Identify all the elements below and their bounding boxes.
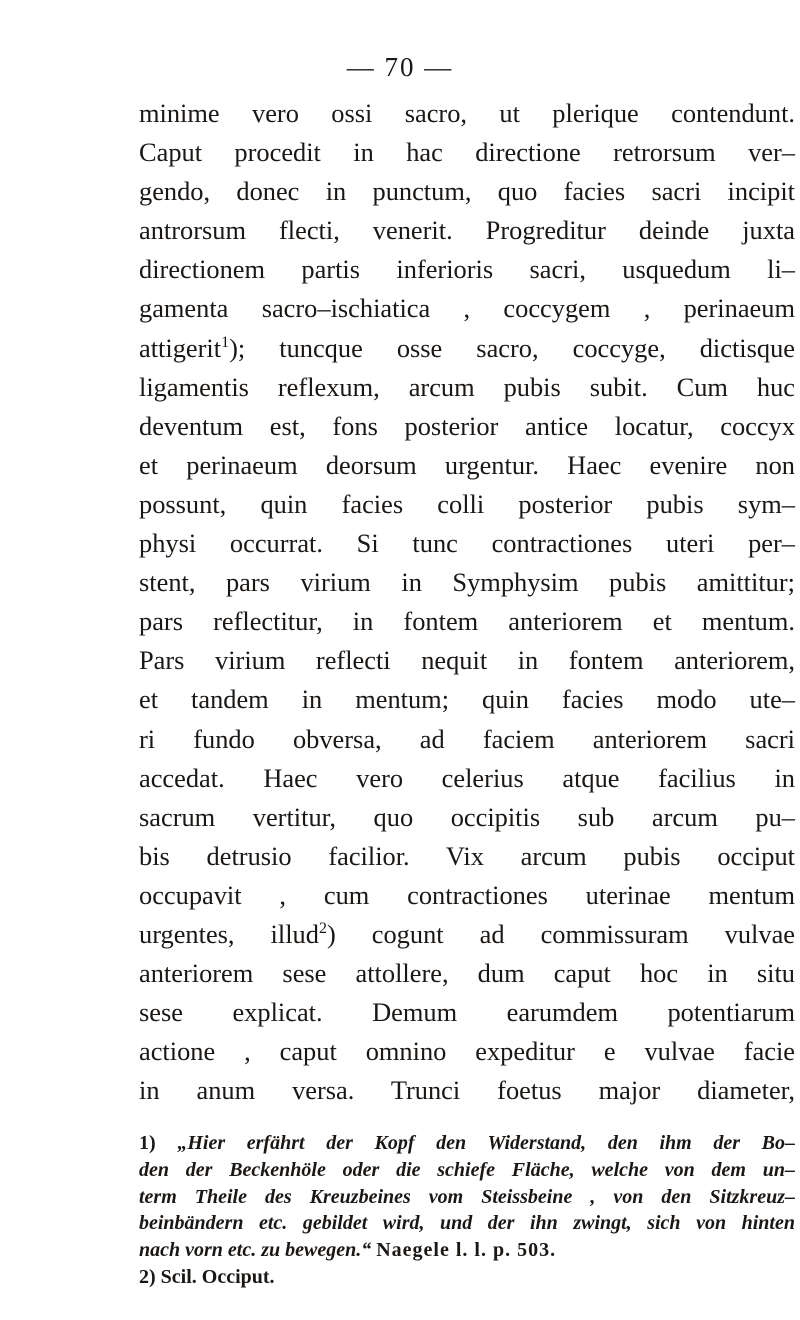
footnote-1-line [139, 1130, 795, 1157]
text-line: in anum versa. Trunci foetus major diameter, [139, 1075, 795, 1106]
text-line: bis detrusio facilior. Vix arcum pubis occiput [139, 840, 795, 871]
text-segment: ); tuncque osse sacro, coccyge, dictisque [229, 332, 795, 363]
footnote-2-line [139, 1264, 795, 1291]
text-line: Pars virium reflecti nequit in fontem anteriorem, [139, 645, 795, 676]
text-line: sese explicat. Demum earumdem potentiarum [139, 997, 795, 1028]
text-line: anteriorem sese attollere, dum caput hoc in situ [139, 958, 795, 989]
text-line: minime vero ossi sacro, ut plerique contendunt. [139, 98, 795, 128]
footnote-reference-2[interactable]: 2 [318, 920, 327, 938]
page-number: — 70 — [346, 52, 454, 82]
text-line: sacrum vertitur, quo occipitis sub arcum pu– [139, 801, 795, 832]
text-line: deventum est, fons posterior antice locatur, coccyx [139, 410, 795, 441]
text-line [139, 915, 795, 954]
text-line: antrorsum flecti, venerit. Progreditur deinde juxta [139, 215, 795, 246]
text-line: occupavit , cum contractiones uterinae mentum [139, 879, 795, 910]
text-line: possunt, quin facies colli posterior pubis sym– [139, 488, 795, 519]
footnote-1-line [139, 1237, 795, 1264]
footnote-1-marker: 1) [139, 1132, 156, 1154]
text-line: Caput procedit in hac directione retrorsum ver– [139, 137, 795, 168]
text-line: directionem partis inferioris sacri, usquedum li– [139, 254, 795, 285]
footnote-1-line: den der Beckenhöle oder die schiefe Fläche, welche von dem un– [139, 1158, 795, 1181]
text-line [139, 329, 795, 368]
footnotes [139, 1130, 795, 1291]
text-line: stent, pars virium in Symphysim pubis amittitur; [139, 567, 795, 598]
footnote-2-marker: 2) [139, 1265, 156, 1288]
text-line: et tandem in mentum; quin facies modo ute– [139, 684, 795, 715]
text-line: ri fundo obversa, ad faciem anteriorem sacri [139, 723, 795, 754]
text-line: actione , caput omnino expeditur e vulvae facie [139, 1036, 795, 1067]
text-segment: ) cogunt ad commissuram vulvae [326, 918, 795, 949]
footnote-1-text: „Hier erfährt der Kopf den Widerstand, den ihm der Bo– [177, 1132, 796, 1154]
footnote-2-text: Scil. Occiput. [160, 1265, 275, 1288]
footnote-1-text: nach vorn etc. zu bewegen.“ [139, 1239, 372, 1262]
text-line: ligamentis reflexum, arcum pubis subit. Cum huc [139, 371, 795, 402]
main-text [139, 94, 795, 1110]
text-line: physi occurrat. Si tunc contractiones uteri per– [139, 528, 795, 559]
footnote-reference-1[interactable]: 1 [221, 333, 230, 351]
text-line: et perinaeum deorsum urgentur. Haec evenire non [139, 449, 795, 480]
footnote-1-line: term Theile des Kreuzbeines vom Steissbeine , von den Sitzkreuz– [139, 1185, 795, 1208]
text-line: gendo, donec in punctum, quo facies sacri incipit [139, 176, 795, 207]
text-segment: urgentes, illud [139, 918, 319, 949]
text-line: accedat. Haec vero celerius atque facilius in [139, 762, 795, 793]
text-line: pars reflectitur, in fontem anteriorem et mentum. [139, 606, 795, 637]
footnote-1-line: beinbändern etc. gebildet wird, und der ihn zwingt, sich von hinten [139, 1212, 795, 1235]
footnote-1-source: Naegele l. l. p. 503. [376, 1239, 557, 1262]
text-segment: attigerit [139, 332, 222, 363]
text-line: gamenta sacro–ischiatica , coccygem , perinaeum [139, 293, 795, 324]
